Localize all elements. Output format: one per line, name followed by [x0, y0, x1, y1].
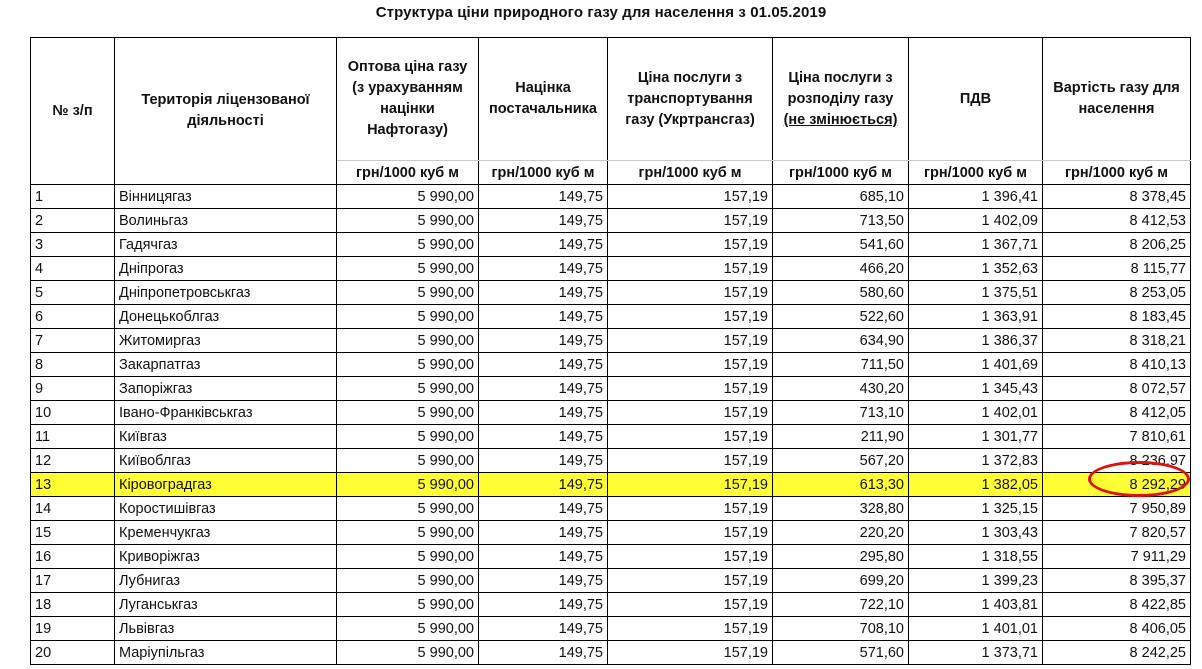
- row-index: 1: [31, 185, 115, 209]
- row-index: 7: [31, 329, 115, 353]
- vat-amount: 1 386,37: [909, 329, 1043, 353]
- transport-price: 157,19: [608, 353, 773, 377]
- table-row: [31, 305, 1191, 329]
- total-cost: 8 410,13: [1043, 353, 1191, 377]
- total-cost: 8 183,45: [1043, 305, 1191, 329]
- supplier-markup: 149,75: [479, 545, 608, 569]
- wholesale-price: 5 990,00: [337, 545, 479, 569]
- territory-name: Київоблгаз: [115, 449, 337, 473]
- row-index: 9: [31, 377, 115, 401]
- territory-name: Кіровоградгаз: [115, 473, 337, 497]
- territory-name: Львівгаз: [115, 617, 337, 641]
- row-index: 16: [31, 545, 115, 569]
- distribution-price: 430,20: [773, 377, 909, 401]
- wholesale-price: 5 990,00: [337, 593, 479, 617]
- table-row: [31, 497, 1191, 521]
- header-distribution-price: [773, 38, 909, 161]
- transport-price: 157,19: [608, 305, 773, 329]
- territory-name: Кременчукгаз: [115, 521, 337, 545]
- supplier-markup: 149,75: [479, 617, 608, 641]
- total-cost: 8 072,57: [1043, 377, 1191, 401]
- transport-price: 157,19: [608, 329, 773, 353]
- row-index: 18: [31, 593, 115, 617]
- territory-name: Дніпропетровськгаз: [115, 281, 337, 305]
- table-row: [31, 641, 1191, 665]
- territory-name: Маріупільгаз: [115, 641, 337, 665]
- unit-label: грн/1000 куб м: [337, 161, 479, 185]
- table-row: [31, 209, 1191, 233]
- vat-amount: 1 375,51: [909, 281, 1043, 305]
- wholesale-price: 5 990,00: [337, 641, 479, 665]
- unit-label: грн/1000 куб м: [608, 161, 773, 185]
- transport-price: 157,19: [608, 281, 773, 305]
- unit-label: грн/1000 куб м: [1043, 161, 1191, 185]
- wholesale-price: 5 990,00: [337, 425, 479, 449]
- transport-price: 157,19: [608, 545, 773, 569]
- supplier-markup: 149,75: [479, 641, 608, 665]
- table-row: [31, 545, 1191, 569]
- row-index: 20: [31, 641, 115, 665]
- table-row: [31, 233, 1191, 257]
- vat-amount: 1 399,23: [909, 569, 1043, 593]
- vat-amount: 1 301,77: [909, 425, 1043, 449]
- total-cost: 8 412,05: [1043, 401, 1191, 425]
- total-cost: 8 236,97: [1043, 449, 1191, 473]
- table-row: [31, 377, 1191, 401]
- supplier-markup: 149,75: [479, 449, 608, 473]
- supplier-markup: 149,75: [479, 209, 608, 233]
- wholesale-price: 5 990,00: [337, 233, 479, 257]
- supplier-markup: 149,75: [479, 185, 608, 209]
- supplier-markup: 149,75: [479, 353, 608, 377]
- transport-price: 157,19: [608, 569, 773, 593]
- supplier-markup: 149,75: [479, 425, 608, 449]
- transport-price: 157,19: [608, 425, 773, 449]
- header-index: № з/п: [31, 38, 115, 185]
- wholesale-price: 5 990,00: [337, 305, 479, 329]
- vat-amount: 1 345,43: [909, 377, 1043, 401]
- document-title: Структура ціни природного газу для населення з 01.05.2019: [375, 4, 827, 21]
- total-cost: 8 292,29: [1043, 473, 1191, 497]
- distribution-price: 634,90: [773, 329, 909, 353]
- table-row: [31, 281, 1191, 305]
- table-row: [31, 257, 1191, 281]
- table-row-highlighted: [31, 473, 1191, 497]
- territory-name: Донецькоблгаз: [115, 305, 337, 329]
- header-transport-price: Ціна послуги з транспортування газу (Укртрансгаз): [608, 38, 773, 161]
- transport-price: 157,19: [608, 377, 773, 401]
- distribution-price: 699,20: [773, 569, 909, 593]
- total-cost: 8 253,05: [1043, 281, 1191, 305]
- total-cost: 8 318,21: [1043, 329, 1191, 353]
- gas-price-table: [30, 37, 1191, 665]
- supplier-markup: 149,75: [479, 497, 608, 521]
- table-row: [31, 353, 1191, 377]
- supplier-markup: 149,75: [479, 473, 608, 497]
- table-row: [31, 593, 1191, 617]
- total-cost: 8 412,53: [1043, 209, 1191, 233]
- territory-name: Івано-Франківськгаз: [115, 401, 337, 425]
- table-row: [31, 185, 1191, 209]
- header-total-cost: Вартість газу для населення: [1043, 38, 1191, 161]
- transport-price: 157,19: [608, 185, 773, 209]
- transport-price: 157,19: [608, 401, 773, 425]
- supplier-markup: 149,75: [479, 569, 608, 593]
- table-row: [31, 569, 1191, 593]
- row-index: 13: [31, 473, 115, 497]
- supplier-markup: 149,75: [479, 401, 608, 425]
- row-index: 15: [31, 521, 115, 545]
- supplier-markup: 149,75: [479, 257, 608, 281]
- territory-name: Київгаз: [115, 425, 337, 449]
- total-cost: 8 395,37: [1043, 569, 1191, 593]
- row-index: 17: [31, 569, 115, 593]
- vat-amount: 1 303,43: [909, 521, 1043, 545]
- distribution-price: 571,60: [773, 641, 909, 665]
- distribution-price: 713,10: [773, 401, 909, 425]
- territory-name: Дніпрогаз: [115, 257, 337, 281]
- transport-price: 157,19: [608, 521, 773, 545]
- supplier-markup: 149,75: [479, 233, 608, 257]
- unit-label: грн/1000 куб м: [909, 161, 1043, 185]
- wholesale-price: 5 990,00: [337, 617, 479, 641]
- territory-name: Житомиргаз: [115, 329, 337, 353]
- wholesale-price: 5 990,00: [337, 449, 479, 473]
- supplier-markup: 149,75: [479, 329, 608, 353]
- distribution-price: 541,60: [773, 233, 909, 257]
- distribution-price: 713,50: [773, 209, 909, 233]
- distribution-price: 685,10: [773, 185, 909, 209]
- table-row: [31, 617, 1191, 641]
- territory-name: Коростишівгаз: [115, 497, 337, 521]
- vat-amount: 1 325,15: [909, 497, 1043, 521]
- total-cost: 8 422,85: [1043, 593, 1191, 617]
- vat-amount: 1 373,71: [909, 641, 1043, 665]
- vat-amount: 1 367,71: [909, 233, 1043, 257]
- row-index: 14: [31, 497, 115, 521]
- vat-amount: 1 402,01: [909, 401, 1043, 425]
- total-cost: 8 115,77: [1043, 257, 1191, 281]
- total-cost: 8 378,45: [1043, 185, 1191, 209]
- territory-name: Криворіжгаз: [115, 545, 337, 569]
- wholesale-price: 5 990,00: [337, 257, 479, 281]
- table-row: [31, 425, 1191, 449]
- supplier-markup: 149,75: [479, 521, 608, 545]
- territory-name: Запоріжгаз: [115, 377, 337, 401]
- distribution-price: 711,50: [773, 353, 909, 377]
- distribution-price: 466,20: [773, 257, 909, 281]
- territory-name: Волиньгаз: [115, 209, 337, 233]
- wholesale-price: 5 990,00: [337, 521, 479, 545]
- territory-name: Вінницягаз: [115, 185, 337, 209]
- header-territory: Територія ліцензованої діяльності: [115, 38, 337, 185]
- total-cost: 7 820,57: [1043, 521, 1191, 545]
- wholesale-price: 5 990,00: [337, 185, 479, 209]
- transport-price: 157,19: [608, 473, 773, 497]
- wholesale-price: 5 990,00: [337, 473, 479, 497]
- row-index: 2: [31, 209, 115, 233]
- row-index: 3: [31, 233, 115, 257]
- distribution-price: 708,10: [773, 617, 909, 641]
- transport-price: 157,19: [608, 617, 773, 641]
- territory-name: Лубнигаз: [115, 569, 337, 593]
- vat-amount: 1 363,91: [909, 305, 1043, 329]
- unit-label: грн/1000 куб м: [479, 161, 608, 185]
- distribution-price: 328,80: [773, 497, 909, 521]
- transport-price: 157,19: [608, 593, 773, 617]
- table-row: [31, 329, 1191, 353]
- wholesale-price: 5 990,00: [337, 497, 479, 521]
- total-cost: 7 810,61: [1043, 425, 1191, 449]
- total-cost: 7 950,89: [1043, 497, 1191, 521]
- unit-label: грн/1000 куб м: [773, 161, 909, 185]
- vat-amount: 1 382,05: [909, 473, 1043, 497]
- wholesale-price: 5 990,00: [337, 353, 479, 377]
- wholesale-price: 5 990,00: [337, 209, 479, 233]
- header-wholesale-price: Оптова ціна газу (з урахуванням націнки Нафтогазу): [337, 38, 479, 161]
- total-cost: 7 911,29: [1043, 545, 1191, 569]
- distribution-price: 220,20: [773, 521, 909, 545]
- row-index: 8: [31, 353, 115, 377]
- distribution-price: 295,80: [773, 545, 909, 569]
- vat-amount: 1 372,83: [909, 449, 1043, 473]
- header-distribution-label: Ціна послуги з розподілу газу: [787, 69, 894, 107]
- supplier-markup: 149,75: [479, 305, 608, 329]
- table-row: [31, 521, 1191, 545]
- transport-price: 157,19: [608, 233, 773, 257]
- wholesale-price: 5 990,00: [337, 569, 479, 593]
- distribution-price: 211,90: [773, 425, 909, 449]
- header-distribution-note: (не змінюється): [783, 111, 898, 128]
- vat-amount: 1 402,09: [909, 209, 1043, 233]
- vat-amount: 1 318,55: [909, 545, 1043, 569]
- transport-price: 157,19: [608, 209, 773, 233]
- wholesale-price: 5 990,00: [337, 281, 479, 305]
- distribution-price: 522,60: [773, 305, 909, 329]
- table-body: [31, 185, 1191, 665]
- wholesale-price: 5 990,00: [337, 401, 479, 425]
- distribution-price: 613,30: [773, 473, 909, 497]
- supplier-markup: 149,75: [479, 377, 608, 401]
- row-index: 6: [31, 305, 115, 329]
- wholesale-price: 5 990,00: [337, 377, 479, 401]
- total-cost: 8 206,25: [1043, 233, 1191, 257]
- row-index: 4: [31, 257, 115, 281]
- row-index: 11: [31, 425, 115, 449]
- transport-price: 157,19: [608, 641, 773, 665]
- distribution-price: 567,20: [773, 449, 909, 473]
- distribution-price: 580,60: [773, 281, 909, 305]
- supplier-markup: 149,75: [479, 593, 608, 617]
- header-supplier-markup: Націнка постачальника: [479, 38, 608, 161]
- vat-amount: 1 352,63: [909, 257, 1043, 281]
- row-index: 19: [31, 617, 115, 641]
- header-vat: ПДВ: [909, 38, 1043, 161]
- supplier-markup: 149,75: [479, 281, 608, 305]
- table-row: [31, 449, 1191, 473]
- row-index: 5: [31, 281, 115, 305]
- transport-price: 157,19: [608, 257, 773, 281]
- wholesale-price: 5 990,00: [337, 329, 479, 353]
- distribution-price: 722,10: [773, 593, 909, 617]
- territory-name: Закарпатгаз: [115, 353, 337, 377]
- transport-price: 157,19: [608, 497, 773, 521]
- vat-amount: 1 403,81: [909, 593, 1043, 617]
- total-cost: 8 406,05: [1043, 617, 1191, 641]
- table-row: [31, 401, 1191, 425]
- vat-amount: 1 401,69: [909, 353, 1043, 377]
- vat-amount: 1 401,01: [909, 617, 1043, 641]
- row-index: 12: [31, 449, 115, 473]
- transport-price: 157,19: [608, 449, 773, 473]
- territory-name: Луганськгаз: [115, 593, 337, 617]
- row-index: 10: [31, 401, 115, 425]
- territory-name: Гадячгаз: [115, 233, 337, 257]
- vat-amount: 1 396,41: [909, 185, 1043, 209]
- total-cost: 8 242,25: [1043, 641, 1191, 665]
